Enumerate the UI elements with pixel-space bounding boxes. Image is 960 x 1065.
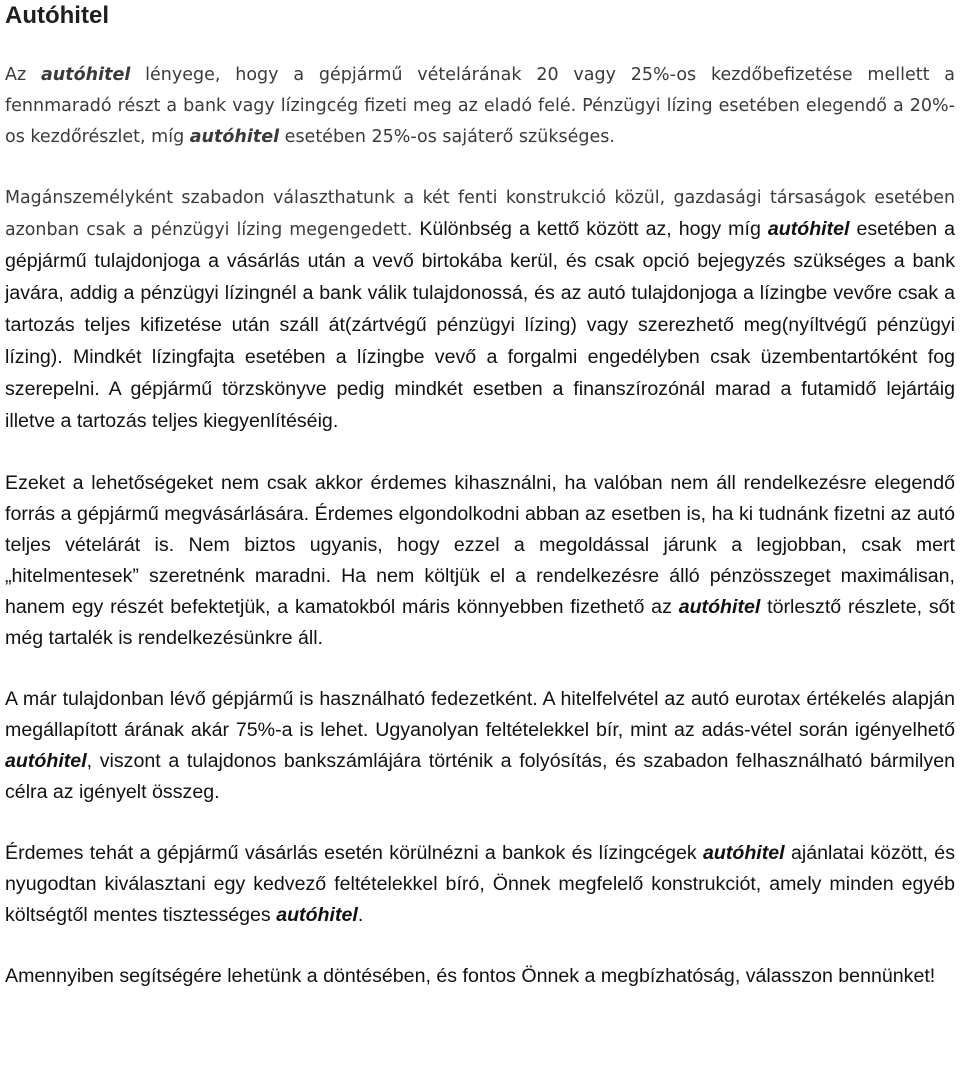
- text-segment: .: [357, 904, 364, 926]
- keyword-emphasis: autóhitel: [678, 596, 761, 618]
- keyword-emphasis: autóhitel: [767, 218, 850, 240]
- text-segment: Érdemes tehát a gépjármű vásárlás esetén körülnézni a bankok és lízingcégek: [5, 842, 703, 864]
- keyword-emphasis: autóhitel: [40, 65, 131, 85]
- keyword-emphasis: autóhitel: [189, 127, 280, 147]
- text-segment: Különbség a kettő között az, hogy míg: [412, 218, 768, 240]
- text-segment: Az: [5, 65, 41, 85]
- paragraph-closing: [5, 961, 955, 992]
- text-segment: Amennyiben segítségére lehetünk a döntésében, és fontos Önnek a megbízhatóság, válasszon bennünket!: [5, 965, 936, 987]
- paragraph-collateral: [5, 684, 955, 808]
- text-segment: Ezeket a lehetőségeket nem csak akkor érdemes kihasználni, ha valóban nem áll rendelkezésre elegendő forrás a gépjármű megvásárlására. Érdemes elgondolkodni abban az esetben is, ha ki tudnánk fizetni az autó teljes vételárát is. Nem biztos ugyanis, hogy ezzel a megoldással járunk a legjobban, csak mert „hitelmentesek” szeretnénk maradni. Ha nem költjük el a rendelkezésre álló pénzösszeget maximálisan, hanem egy részét befektetjük, a kamatokból máris könnyebben fizethető az: [5, 472, 955, 618]
- text-segment: esetében a gépjármű tulajdonjoga a vásárlás után a vevő birtokába kerül, és csak opció bejegyzés szükséges a bank javára, addig a pénzügyi lízingnél a bank válik tulajdonossá, és az autó tulajdonjoga a lízingbe vevőre csak a tartozás teljes kifizetése után száll át(zártvégű pénzügyi lízing) vagy szerezhető meg(nyíltvégű pénzügyi lízing). Mindkét lízingfajta esetében a lízingbe vevő a forgalmi engedélyben csak üzembentartóként fog szerepelni. A gépjármű törzskönyve pedig mindkét esetben a finanszírozónál marad a futamidő lejártáig illetve a tartozás teljes kiegyenlítéséig.: [5, 218, 955, 432]
- text-segment: esetében 25%-os sajáterő szükséges.: [279, 127, 615, 147]
- paragraph-constructions: [5, 183, 955, 438]
- paragraph-intro: [5, 60, 955, 153]
- page-title: Autóhitel: [5, 2, 109, 29]
- keyword-emphasis: autóhitel: [5, 750, 87, 772]
- paragraph-advice: [5, 838, 955, 931]
- text-segment: , viszont a tulajdonos bankszámlájára történik a folyósítás, és szabadon felhasználható bármilyen célra az igényelt összeg.: [5, 750, 955, 803]
- keyword-emphasis: autóhitel: [276, 904, 358, 926]
- text-segment-mixed: [5, 218, 955, 432]
- text-segment: Magánszemélyként szabadon választhatunk a két fenti konstrukció közül, gazdasági társaságok esetében azonban csak a pénzügyi lízing megengedett.: [5, 188, 955, 240]
- text-segment: törlesztő részlete, sőt még tartalék is rendelkezésünkre áll.: [5, 596, 955, 649]
- text-segment: ajánlatai között, és nyugodtan kiválasztani egy kedvező feltételekkel bíró, Önnek megfelelő konstrukciót, amely minden egyéb költségtől mentes tisztességes: [5, 842, 955, 926]
- keyword-emphasis: autóhitel: [702, 842, 785, 864]
- text-segment: lényege, hogy a gépjármű vételárának 20 vagy 25%-os kezdőbefizetése mellett a fennmaradó részt a bank vagy lízingcég fizeti meg az eladó felé. Pénzügyi lízing esetében elegendő a 20%-os kezdőrészlet, míg: [5, 65, 955, 147]
- paragraph-opportunities: [5, 468, 955, 654]
- text-segment: A már tulajdonban lévő gépjármű is használható fedezetként. A hitelfelvétel az autó eurotax értékelés alapján megállapított árának akár 75%-a is lehet. Ugyanolyan feltételekkel bír, mint az adás-vétel során igényelhető: [5, 688, 955, 741]
- article: [5, 0, 955, 992]
